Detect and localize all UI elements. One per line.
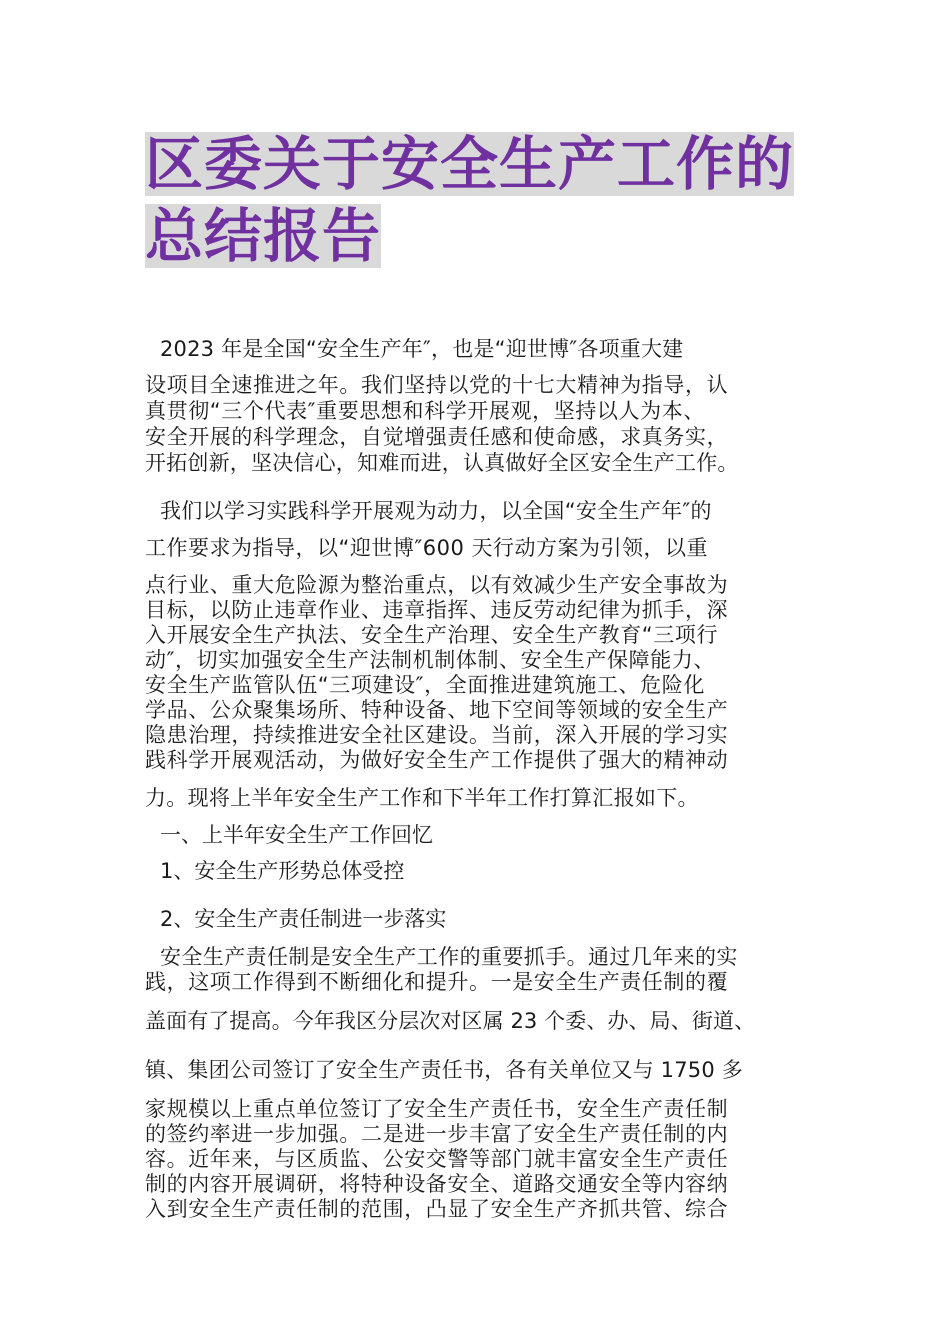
paragraph-line: 容。近年来，与区质监、公安交警等部门就丰富安全生产责任 <box>145 1147 729 1171</box>
subsection-heading: 2、安全生产责任制进一步落实 <box>160 907 447 931</box>
paragraph-line: 践科学开展观活动，为做好安全生产工作提供了强大的精神动 <box>145 748 729 772</box>
section-heading: 一、上半年安全生产工作回忆 <box>160 823 433 847</box>
paragraph-line: 力。现将上半年安全生产工作和下半年工作打算汇报如下。 <box>145 786 699 810</box>
paragraph-line: 工作要求为指导，以“迎世博″600 天行动方案为引领，以重 <box>145 536 708 560</box>
paragraph-line: 安全开展的科学理念，自觉增强责任感和使命感，求真务实， <box>145 425 729 449</box>
paragraph-line: 的签约率进一步加强。二是进一步丰富了安全生产责任制的内 <box>145 1122 729 1146</box>
document-title-line-1: 区委关于安全生产工作的 <box>145 130 795 198</box>
paragraph-line: 安全生产监管队伍“三项建设″，全面推进建筑施工、危险化 <box>145 673 705 697</box>
paragraph-line: 动″，切实加强安全生产法制机制体制、安全生产保障能力、 <box>145 648 716 672</box>
subsection-heading: 1、安全生产形势总体受控 <box>160 859 405 883</box>
paragraph-line: 开拓创新，坚决信心，知难而进，认真做好全区安全生产工作。 <box>145 451 739 475</box>
paragraph-line: 我们以学习实践科学开展观为动力，以全国“安全生产年″的 <box>160 499 712 523</box>
paragraph-line: 入开展安全生产执法、安全生产治理、安全生产教育“三项行 <box>145 623 719 647</box>
paragraph-line: 家规模以上重点单位签订了安全生产责任书，安全生产责任制 <box>145 1097 729 1121</box>
paragraph-line: 真贯彻“三个代表″重要思想和科学开展观，坚持以人为本、 <box>145 399 705 423</box>
paragraph-line: 入到安全生产责任制的范围，凸显了安全生产齐抓共管、综合 <box>145 1197 729 1221</box>
paragraph-line: 设项目全速推进之年。我们坚持以党的十七大精神为指导，认 <box>145 373 729 397</box>
paragraph-line: 践，这项工作得到不断细化和提升。一是安全生产责任制的覆 <box>145 970 729 994</box>
paragraph-line: 点行业、重大危险源为整治重点，以有效减少生产安全事故为 <box>145 573 729 597</box>
paragraph-line: 镇、集团公司签订了安全生产责任书，各有关单位又与 1750 多 <box>145 1058 743 1082</box>
document-title-line-2: 总结报告 <box>145 202 382 270</box>
paragraph-line: 隐患治理，持续推进安全社区建设。当前，深入开展的学习实 <box>145 723 729 747</box>
paragraph-line: 学品、公众聚集场所、特种设备、地下空间等领域的安全生产 <box>145 698 729 722</box>
paragraph-line: 制的内容开展调研，将特种设备安全、道路交通安全等内容纳 <box>145 1172 729 1196</box>
paragraph-line: 安全生产责任制是安全生产工作的重要抓手。通过几年来的实 <box>160 945 738 969</box>
paragraph-line: 目标，以防止违章作业、违章指挥、违反劳动纪律为抓手，深 <box>145 598 729 622</box>
paragraph-line: 2023 年是全国“安全生产年″，也是“迎世博″各项重大建 <box>160 337 684 361</box>
paragraph-line: 盖面有了提高。今年我区分层次对区属 23 个委、办、局、街道、 <box>145 1009 756 1033</box>
